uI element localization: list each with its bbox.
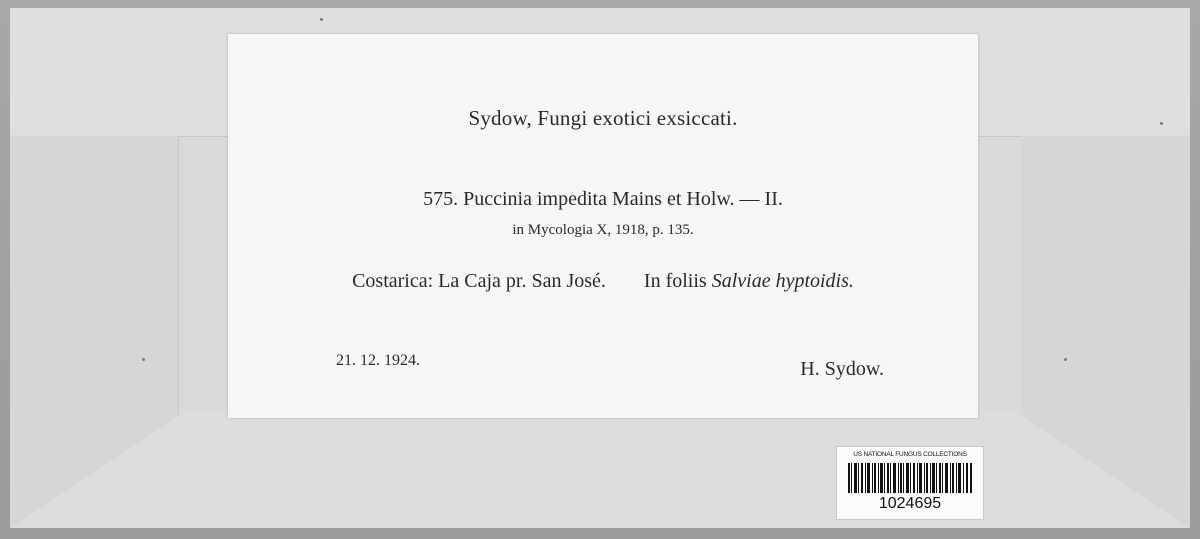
- fold-mark: [142, 358, 145, 361]
- collector-name: H. Sydow.: [800, 358, 884, 380]
- packet-bottom-flap: [10, 410, 1190, 528]
- genus-name: Puccinia: [463, 188, 532, 210]
- host-name: Salviae hyptoidis.: [711, 270, 854, 292]
- collection-date: 21. 12. 1924.: [336, 352, 420, 369]
- host-prefix: In foliis: [643, 270, 707, 292]
- species-authority: impedita Mains et Holw. — II.: [536, 188, 783, 210]
- barcode-icon: [848, 463, 972, 493]
- taxon-line: [228, 188, 978, 211]
- locality: Costarica: La Caja pr. San José.: [352, 270, 606, 292]
- institution-name: US NATIONAL FUNGUS COLLECTIONS: [853, 451, 967, 458]
- exsiccata-title: Sydow, Fungi exotici exsiccati.: [468, 106, 738, 130]
- fold-mark: [1064, 358, 1067, 361]
- locality-host-line: [228, 270, 978, 293]
- specimen-label: [228, 34, 978, 418]
- barcode-label: [836, 446, 984, 520]
- catalog-number: 1024695: [878, 495, 942, 512]
- publication-reference: in Mycologia X, 1918, p. 135.: [512, 222, 694, 238]
- fold-mark: [1160, 122, 1163, 125]
- exsiccata-number: 575.: [423, 188, 459, 210]
- fold-mark: [320, 18, 323, 21]
